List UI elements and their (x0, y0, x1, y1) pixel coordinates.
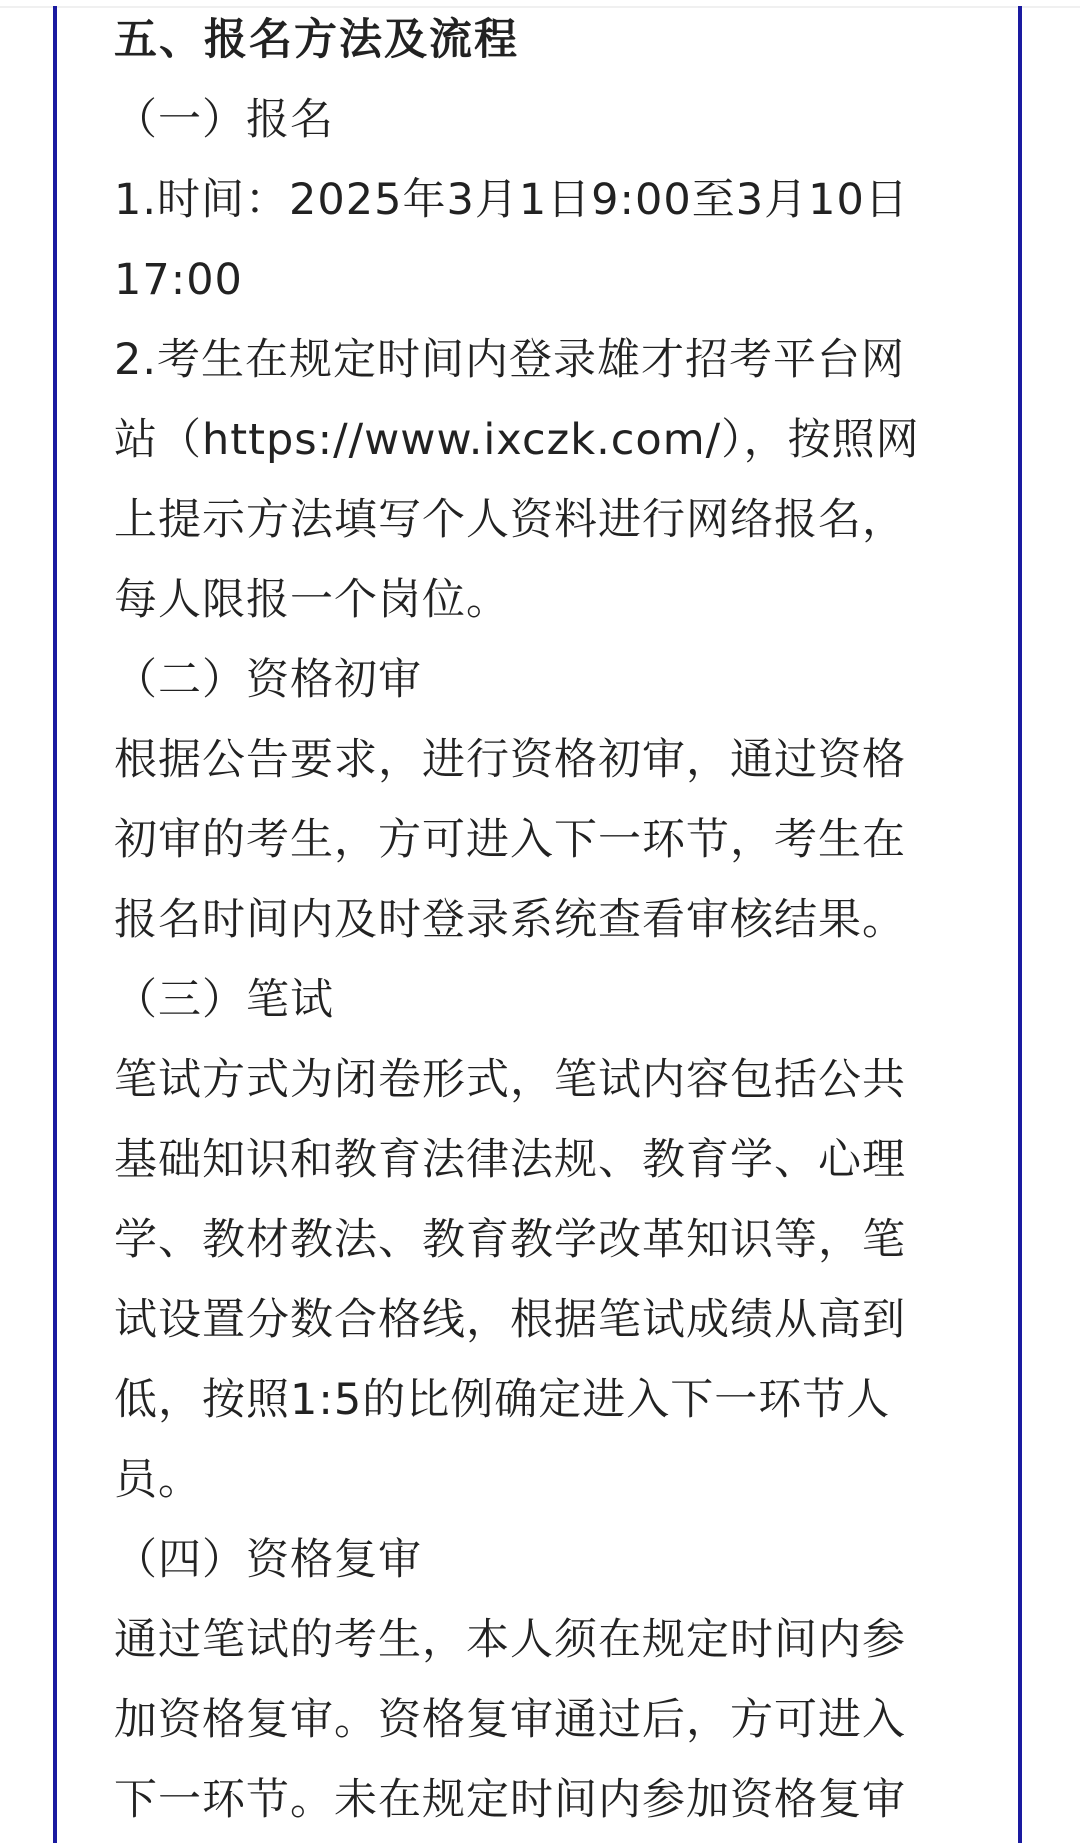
article-body (114, 0, 980, 1840)
paragraph-line: 笔试方式为闭卷形式，笔试内容包括公共 (114, 1055, 906, 1105)
subsection-heading-re-review: （四）资格复审 (114, 1535, 422, 1585)
paragraph-line: 2.考生在规定时间内登录雄才招考平台网 (114, 335, 906, 385)
paragraph-line: 每人限报一个岗位。 (114, 575, 510, 625)
section-heading: 五、报名方法及流程 (114, 15, 519, 65)
subsection-heading-initial-review: （二）资格初审 (114, 655, 422, 705)
paragraph-line: 加资格复审。资格复审通过后，方可进入 (114, 1695, 906, 1745)
paragraph-line: 报名时间内及时登录系统查看审核结果。 (114, 895, 906, 945)
paragraph-line: 17:00 (114, 255, 243, 305)
paragraph-line: 初审的考生，方可进入下一环节，考生在 (114, 815, 906, 865)
subsection-heading-written-exam: （三）笔试 (114, 975, 334, 1025)
paragraph-line: 通过笔试的考生，本人须在规定时间内参 (114, 1615, 906, 1665)
paragraph-line-with-url: 站（https://www.ixczk.com/），按照网 (114, 415, 920, 465)
paragraph-line: 低，按照1:5的比例确定进入下一环节人 (114, 1375, 891, 1425)
paragraph-line: 1.时间：2025年3月1日9:00至3月10日 (114, 175, 909, 225)
paragraph-line: 根据公告要求，进行资格初审，通过资格 (114, 735, 906, 785)
paragraph-line: 学、教材教法、教育教学改革知识等，笔 (114, 1215, 906, 1265)
paragraph-line: 员。 (114, 1455, 202, 1505)
subsection-heading-registration: （一）报名 (114, 95, 334, 145)
paragraph-line: 下一环节。未在规定时间内参加资格复审 (114, 1775, 906, 1825)
paragraph-line: 上提示方法填写个人资料进行网络报名， (114, 495, 906, 545)
paragraph-line: 试设置分数合格线，根据笔试成绩从高到 (114, 1295, 906, 1345)
paragraph-line: 基础知识和教育法律法规、教育学、心理 (114, 1135, 906, 1185)
